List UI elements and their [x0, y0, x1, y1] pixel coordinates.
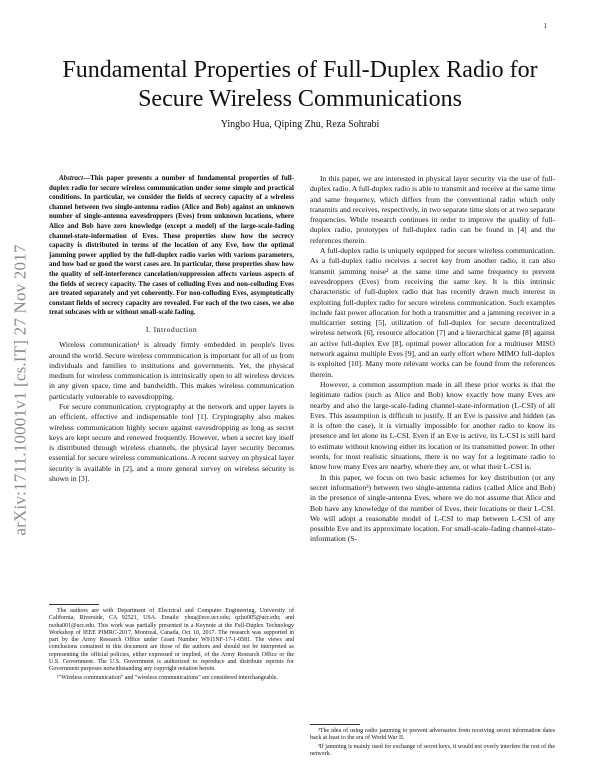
body-paragraph: For secure communication, cryptography at the network and upper layers is an efficient, effective and indispensable tool [1]. Cryptography also makes wireless communication highly secure against eavesdropping as long as secret keys are kept secure and renewed frequently. However, when a secret key itself is distributed through wireless channels, the physical layer security becomes essential for secure wireless communications. A recent survey on physical layer security is available in [2], and a more general survey on wireless security is shown in [3].: [49, 401, 294, 484]
footnote: ¹"Wireless communication" and "wireless communications" are considered interchangeable.: [57, 674, 278, 681]
abstract-label: Abstract: [59, 174, 84, 182]
footnote-rule: [49, 604, 99, 605]
section-heading-introduction: I. Introduction: [145, 324, 198, 334]
paper-title: Fundamental Properties of Full-Duplex Radio for Secure Wireless Communications: [62, 57, 538, 112]
author-list: Yingbo Hua, Qiping Zhu, Reza Sohrabi: [220, 119, 380, 130]
abstract-text: —This paper presents a number of fundamental properties of full-duplex radio for secure wireless communication under some simple and practical conditions. In particular, we consider the fields of secrecy capacity of a wireless channel between two single-antenna radios (Alice and Bob) against an unknown number of single-antenna eavesdroppers (Eves) from unknown locations, where Alice and Bob have zero knowledge (except a model) of the large-scale-fading channel-state-information of Eves. These properties show how the secrecy capacity is distributed in terms of the location of any Eve, how the optimal jamming power applied by the full-duplex radio varies with various parameters, and how bad or good the worst cases are. In particular, these properties show how the quality of self-interference cancelation/suppression affects various aspects of the fields of secrecy capacity. The cases of colluding Eves and non-colluding Eves are treated separately and yet coherently. For non-colluding Eves, asymptotically constant fields of secrecy capacity are revealed. For each of the two cases, we also treat subcases with or without small-scale fading.: [49, 174, 294, 317]
page-number: 1: [543, 22, 547, 30]
body-paragraph: Wireless communication¹ is already firmly embedded in people's lives around the world. Secure wireless communication is important for all of us from individuals and families to institutions and governments. Yet, the physical medium for wireless communication is intrinsically open to all wireless devices in any given space, time and bandwidth. This makes wireless communication particularly vulnerable to eavesdropping.: [49, 340, 294, 401]
left-footnotes: [49, 604, 294, 683]
left-column: [49, 174, 294, 484]
body-paragraph: In this paper, we are interested in physical layer security via the use of full-duplex radio. A full-duplex radio is able to transmit and receive at the same time and same frequency, which differs from the conventional radio which only transmits and receives, respectively, in two separate time slots or at two separate frequencies. While research continues in order to improve the quality of full-duplex radio, prototypes of full-duplex radio can be found in [4] and the references therein.: [310, 174, 555, 245]
body-paragraph: However, a common assumption made in all these prior works is that the legitimate radios (such as Alice and Bob) know exactly how many Eves are nearby and also the large-scale-fading channel-state-information (L-CSI) of all Eves. This assumption is difficult to justify. If an Eve is passive and hidden (as it is often the case), it is virtually impossible for another radio to know its presence and let alone its L-CSI. Even if an Eve is active, its L-CSI is still hard to estimate without knowing either its location or its transmitted power. In other words, for most realistic situations, there is no way for a legitimate radio to know how many Eves are nearby, where they are, or what their L-CSI is.: [310, 379, 555, 472]
arxiv-stamp-text: arXiv:1711.10001v1 [cs.IT] 27 Nov 2017: [11, 244, 30, 536]
footnote-rule: [310, 724, 360, 725]
body-paragraph: In this paper, we focus on two basic schemes for key distribution (or any secret information³) between two single-antenna radios (called Alice and Bob) in the presence of single-antenna Eves, where we do not assume that Alice and Bob have any knowledge of the number of Eves, their locations or their L-CSI. We will adopt a reasonable model of L-CSI to map between L-CSI of any possible Eve and its approximate location. For small-scale-fading channel-state-information (S-: [310, 472, 555, 544]
arxiv-stamp: [6, 160, 36, 620]
body-paragraph: A full-duplex radio is uniquely equipped for secure wireless communication. As a full-duplex radio receives a secret key from another radio, it can also transmit jamming noise² at the same time and same frequency to prevent eavesdroppers (Eves) from receiving the same key. It is this intrinsic characteristic of full-duplex radio that has recently drawn much interest in exploiting full-duplex radio for secure wireless communication. Such examples include fast power allocation for both a transmitter and a jamming receiver in a multicarrier setting [5], utilization of full-duplex for secure decentralized wireless network [6], resource allocation [7] and a hierarchical game [8] against an active full-duplex Eve [8], optimal power allocation for a multiuser MISO network against multiple Eves [9], and an early effort where MIMO full-duplex is exploited [10]. Many more relevant works can be found from the references therein.: [310, 246, 555, 379]
right-column: [310, 174, 555, 545]
footnote: ²The idea of using radio jamming to prevent adversaries from receiving secret information dates back at least to the era of World War II.: [310, 728, 555, 742]
abstract: [49, 174, 294, 318]
footnote: The authors are with Department of Electrical and Computer Engineering, University of California, Riverside, CA 92521, USA. Emails: yhua@ece.ucr.edu; qzhu005@ucr.edu; and rsoha001@ucr.edu. This work was partially presented in a Keynote at the Full-Duplex Technology Workshop of IEEE PIMRC-2017, Montreal, Canada, Oct 10, 2017. The research was supported in part by the Army Research Office under Grant Number W911NF-17-1-0581. The views and conclusions contained in this document are those of the authors and should not be interpreted as representing the official policies, either expressed or implied, of the Army Research Office or the U.S. Government. The U.S. Government is authorized to reproduce and distribute reprints for Government purposes notwithstanding any copyright notation herein.: [49, 608, 294, 673]
footnote: ³If jamming is mainly used for exchange of secret keys, it would not overly interfere the rest of the network.: [310, 743, 555, 757]
right-footnotes: [310, 724, 555, 759]
